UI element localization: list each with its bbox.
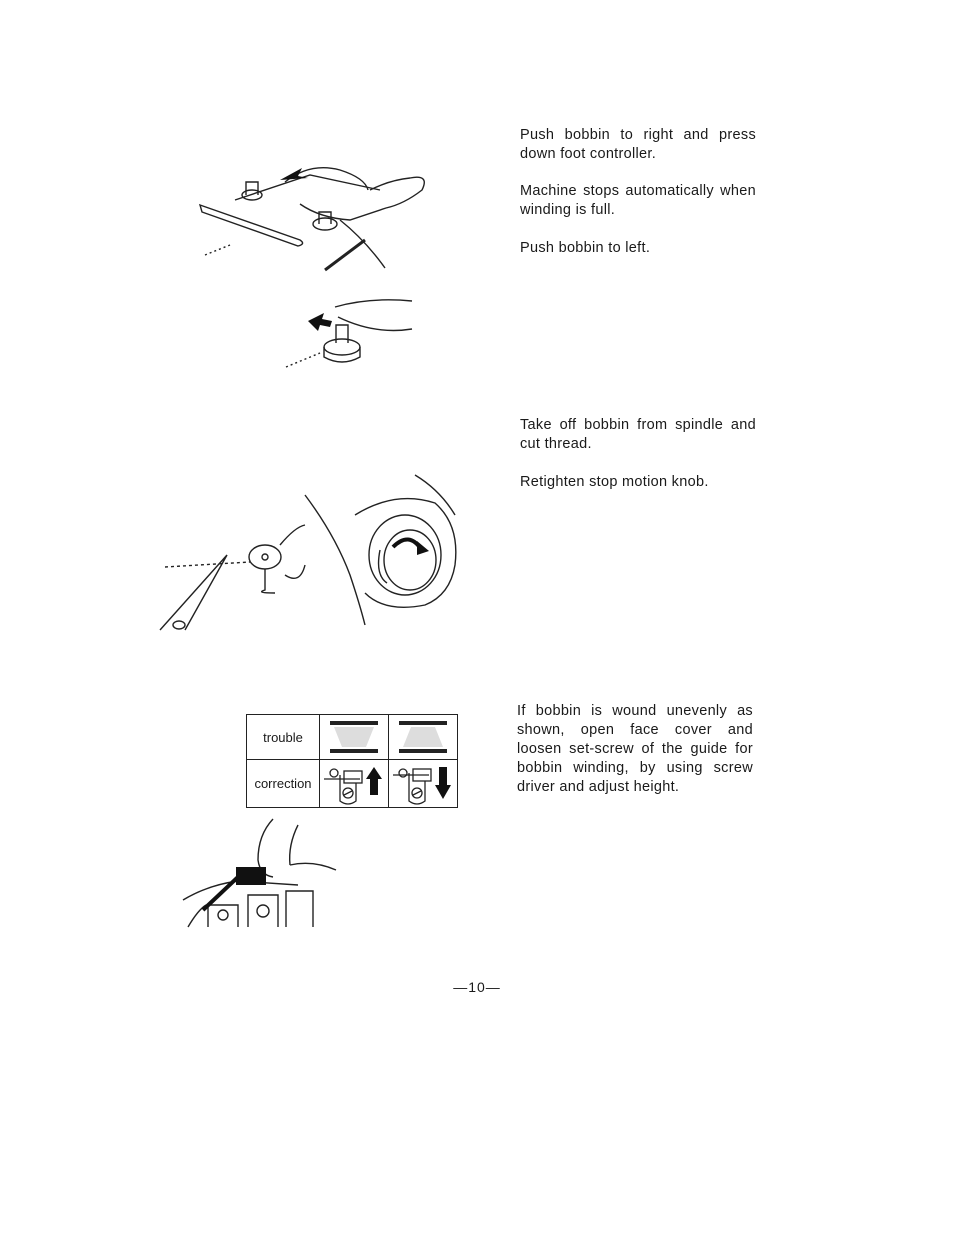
correction-row <box>247 760 458 808</box>
page-number: —10— <box>453 979 501 995</box>
correction-label: correction <box>247 760 320 808</box>
trouble-label: trouble <box>247 715 320 760</box>
trouble-correction-table <box>246 714 458 808</box>
instruction-uneven-winding: If bobbin is wound unevenly as shown, open face cover and loosen set-screw of the guide for bobbin winding, by using screw driver and adjust height. <box>517 703 753 795</box>
uneven-bobbin-bottom-heavy <box>389 715 458 760</box>
illustration-adjust-set-screw <box>178 815 338 930</box>
instruction-retighten-knob: Retighten stop motion knob. <box>520 474 709 490</box>
lower-guide-correction <box>389 760 458 808</box>
trouble-row <box>247 715 458 760</box>
instruction-push-bobbin-right: Push bobbin to right and press down foot controller. <box>520 127 756 162</box>
illustration-push-bobbin-right <box>190 160 450 280</box>
illustration-push-bobbin-left <box>280 295 420 375</box>
uneven-bobbin-top-heavy <box>320 715 389 760</box>
raise-guide-correction <box>320 760 389 808</box>
instruction-push-bobbin-left: Push bobbin to left. <box>520 240 651 256</box>
instruction-machine-stops: Machine stops automatically when winding is full. <box>520 183 756 218</box>
instruction-take-off-bobbin: Take off bobbin from spindle and cut thread. <box>520 417 756 452</box>
illustration-cut-thread-retighten <box>155 465 465 635</box>
